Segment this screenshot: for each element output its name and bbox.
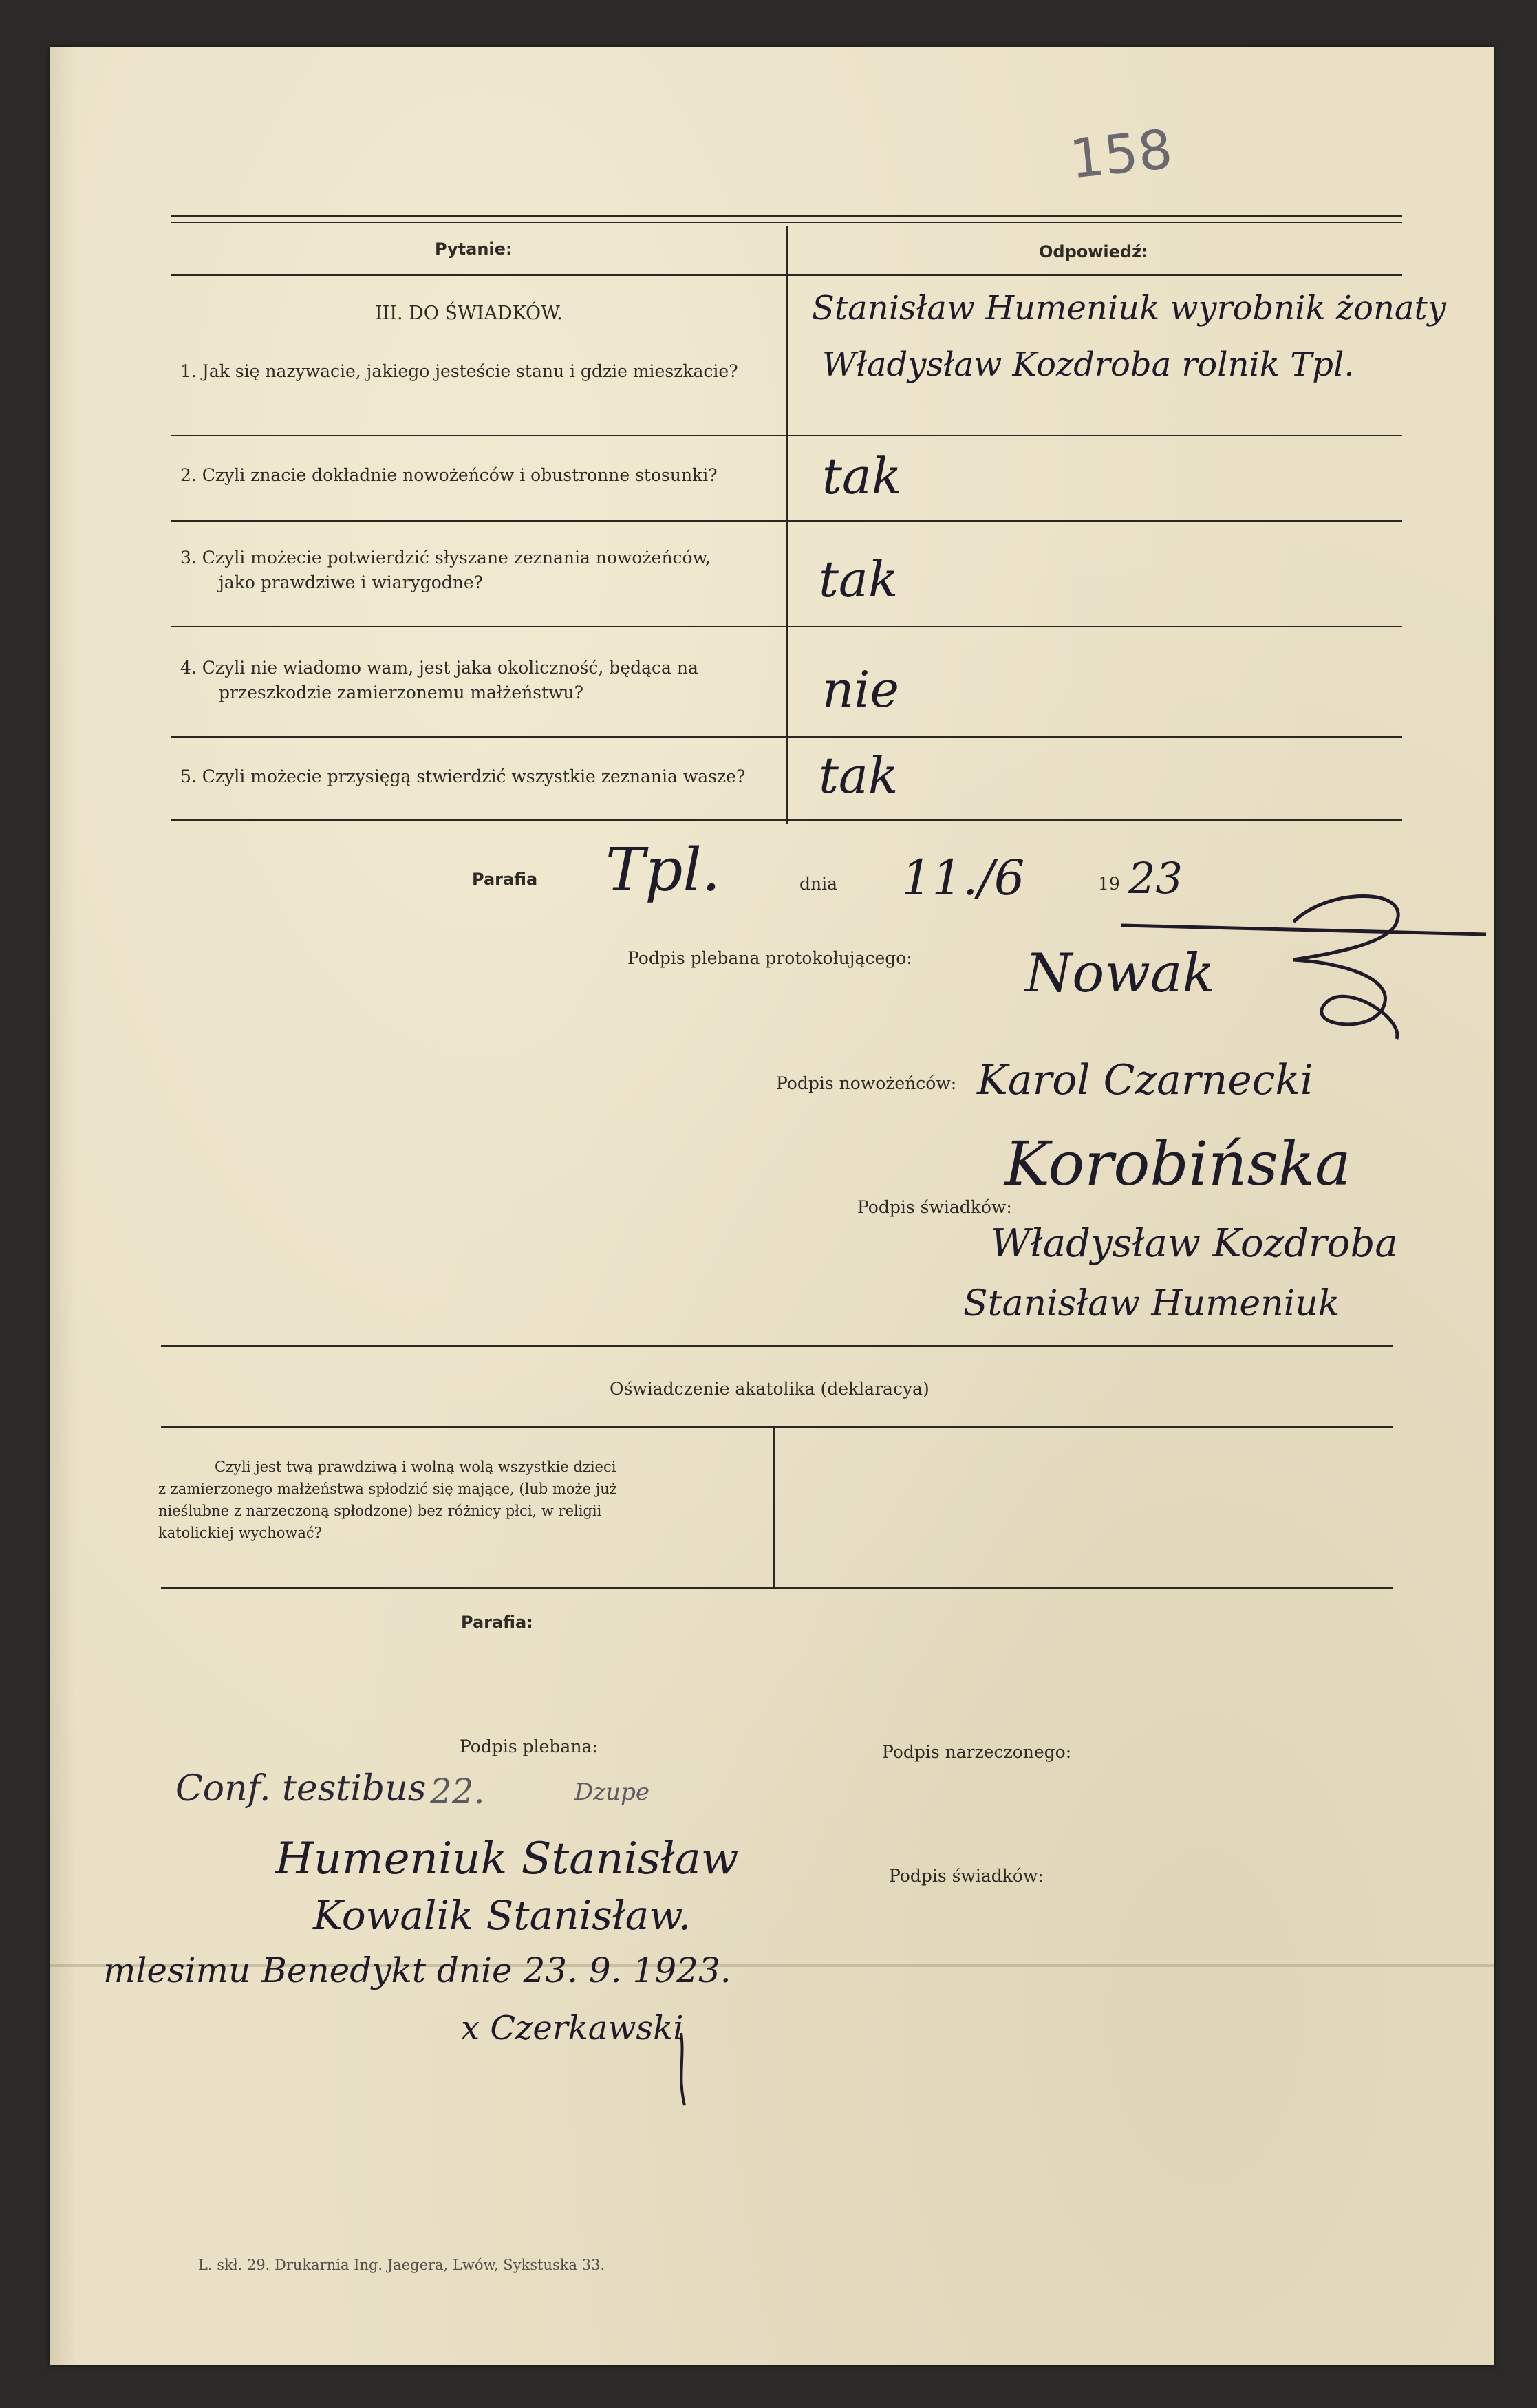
question-3-line-1: 3. Czyli możecie potwierdzić słyszane zeznania nowożeńców, (180, 548, 711, 568)
note-benedykt: mlesimu Benedykt dnie 23. 9. 1923. (103, 1950, 731, 1990)
declaration-question-line-3: nieślubne z narzeczoną spłodzone) bez różnicy płci, w religii (158, 1503, 602, 1519)
day-label: dnia (799, 874, 838, 894)
year-prefix: 19 (1098, 874, 1120, 894)
question-5: 5. Czyli możecie przysięgą stwierdzić wszystkie zeznania wasze? (180, 766, 746, 786)
column-divider (786, 226, 788, 824)
declaration-question-line-1: Czyli jest twą prawdziwą i wolną wolą wszystkie dzieci (215, 1459, 616, 1475)
newlyweds-signature-1: Karol Czarnecki (977, 1056, 1313, 1104)
answer-3: tak (819, 550, 899, 608)
witnesses-signature-2: Stanisław Humeniuk (963, 1283, 1340, 1324)
question-1: 1. Jak się nazywacie, jakiego jesteście stanu i gdzie mieszkacie? (180, 361, 738, 381)
row-rule-2 (171, 520, 1402, 522)
answer-2: tak (822, 447, 902, 505)
priest-signature-flourish (1121, 881, 1493, 1053)
note-humeniuk: Humeniuk Stanisław (275, 1834, 739, 1884)
row-rule-1 (171, 435, 1402, 436)
declaration-divider (773, 1427, 775, 1587)
priest-signature: Nowak (1025, 943, 1215, 1004)
witnesses-signature-label: Podpis świadków: (857, 1197, 1012, 1217)
newlyweds-signature-2: Korobińska (1004, 1128, 1351, 1199)
declaration-question-line-2: z zamierzonego małżeństwa spłodzić się mające, (lub może już (158, 1481, 617, 1497)
note-conf-testibus: Conf. testibus (175, 1768, 427, 1809)
table-top-rule-thin (171, 222, 1402, 223)
declaration-parish-label: Parafia: (461, 1613, 533, 1632)
question-4-line-2: przeszkodzie zamierzonemu małżeństwu? (219, 682, 583, 702)
answer-5: tak (819, 746, 899, 804)
row-rule-4 (171, 736, 1402, 738)
declaration-header-rule (161, 1426, 1393, 1428)
note-extra: Dzupe (574, 1778, 649, 1806)
answer-1-line-2: Władysław Kozdroba rolnik Tpl. (822, 345, 1355, 384)
date-value: 11./6 (901, 850, 1025, 906)
table-bottom-rule (171, 819, 1402, 821)
declaration-witnesses-label: Podpis świadków: (889, 1866, 1044, 1886)
witnesses-signature-1: Władysław Kozdroba (991, 1221, 1398, 1266)
page-number: 158 (1066, 118, 1176, 191)
declaration-priest-label: Podpis plebana: (460, 1737, 598, 1756)
note-number: 22. (430, 1772, 485, 1812)
table-top-rule (171, 215, 1402, 217)
question-3-line-2: jako prawdziwe i wiarygodne? (219, 572, 484, 592)
declaration-bottom-rule (161, 1587, 1393, 1589)
answer-1-line-1: Stanisław Humeniuk wyrobnik żonaty (812, 289, 1446, 327)
row-rule-3 (171, 626, 1402, 627)
column-header-answer: Odpowiedź: (1039, 242, 1148, 261)
parish-label: Parafia (472, 870, 538, 889)
year-suffix: 23 (1128, 853, 1183, 903)
question-2: 2. Czyli znacie dokładnie nowożeńców i obustronne stosunki? (180, 465, 718, 485)
declaration-title: Oświadczenie akatolika (deklaracya) (610, 1379, 929, 1399)
section-title: III. DO ŚWIADKÓW. (375, 303, 563, 324)
declaration-groom-label: Podpis narzeczonego: (882, 1742, 1072, 1762)
parish-value: Tpl. (605, 836, 721, 905)
column-header-question: Pytanie: (435, 239, 513, 259)
printer-imprint: L. skł. 29. Drukarnia Ing. Jaegera, Lwów, Sykstuska 33. (198, 2257, 605, 2273)
question-4-line-1: 4. Czyli nie wiadomo wam, jest jaka okoliczność, będąca na (180, 658, 698, 678)
declaration-top-rule (161, 1345, 1393, 1347)
note-kowalik: Kowalik Stanisław. (313, 1892, 691, 1939)
newlyweds-signature-label: Podpis nowożeńców: (776, 1073, 957, 1093)
document-page (50, 47, 1494, 2365)
declaration-question-line-4: katolickiej wychować? (158, 1525, 322, 1541)
note-signature-stroke (660, 2030, 702, 2112)
answer-4: nie (822, 660, 900, 718)
priest-signature-label: Podpis plebana protokołującego: (627, 948, 912, 968)
note-czerkawski: x Czerkawski (461, 2009, 684, 2047)
